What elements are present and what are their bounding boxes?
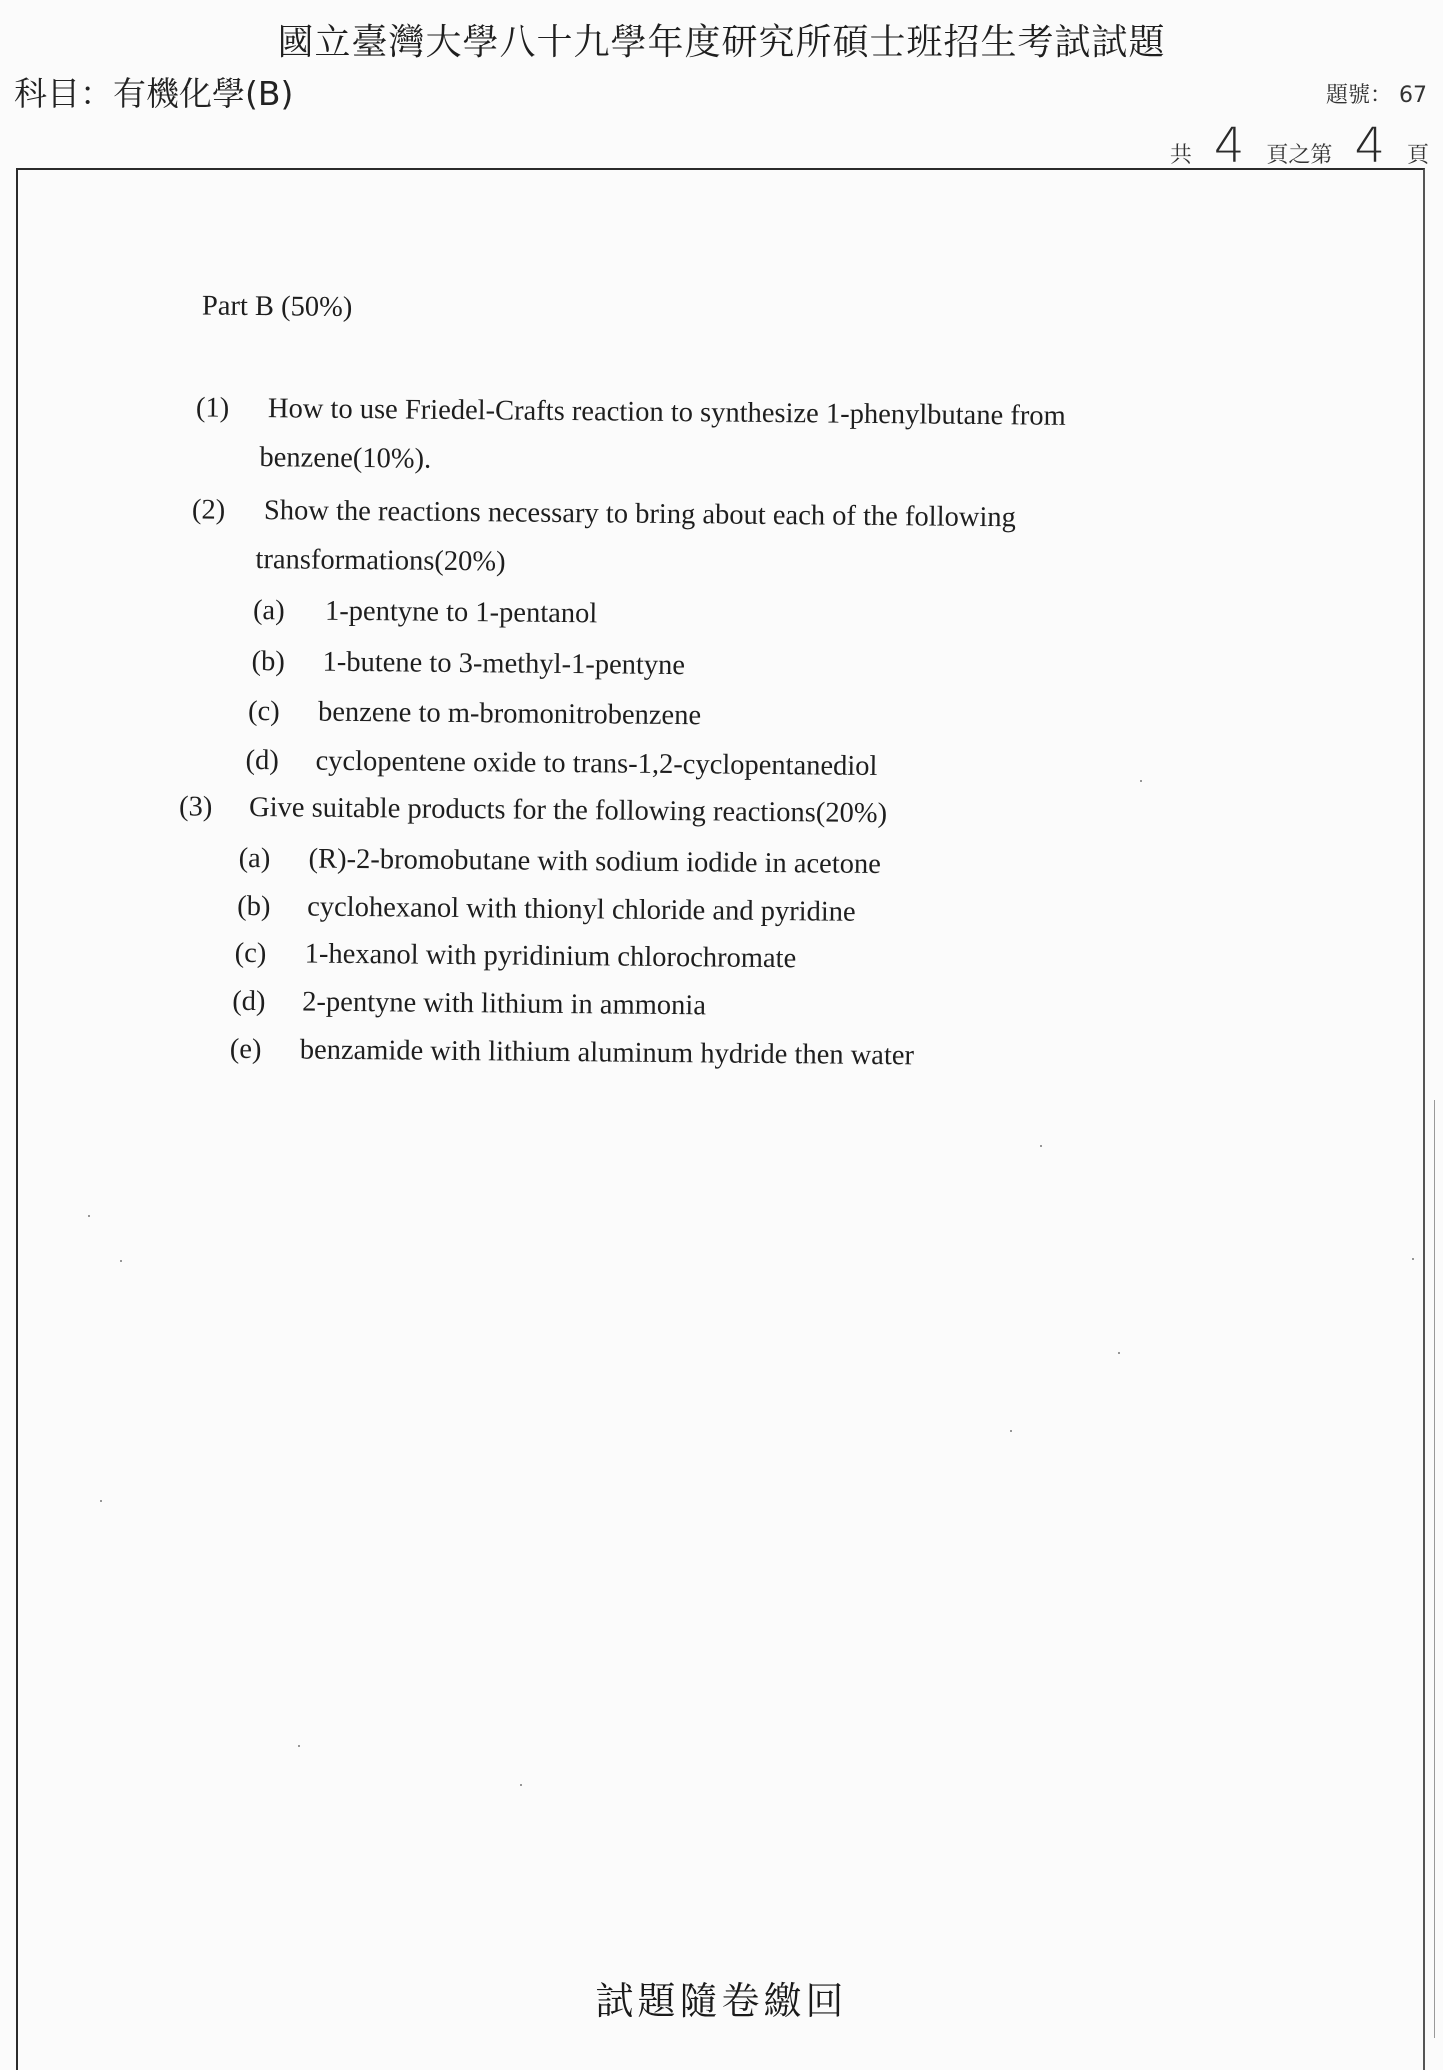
question-2d-text: cyclopentene oxide to trans-1,2-cyclopentanediol: [315, 745, 878, 783]
page-middle-text: 頁之第: [1266, 143, 1333, 168]
return-notice: 試題隨卷繳回: [595, 1979, 848, 2023]
question-2d-label: (d): [245, 744, 279, 777]
question-2c-text: benzene to m-bromonitrobenzene: [317, 696, 702, 732]
question-2-line-2: transformations(20%): [255, 544, 506, 578]
question-3e-text: benzamide with lithium aluminum hydride then water: [299, 1034, 915, 1072]
question-1-number: (1): [195, 392, 230, 424]
question-2a-text: 1-pentyne to 1-pentanol: [324, 595, 598, 630]
question-2-line-1: Show the reactions necessary to bring about each of the following: [263, 495, 1016, 534]
question-3b-label: (b): [237, 890, 271, 923]
scan-speck: [1010, 1430, 1012, 1432]
question-1-line-1: How to use Friedel-Crafts reaction to synthesize 1-phenylbutane from: [267, 393, 1066, 432]
scan-speck: [100, 1500, 102, 1502]
page-total-value: 4: [1213, 118, 1245, 174]
subject-label: 科目：有機化學(B): [14, 74, 294, 113]
scan-edge-line: [1434, 1100, 1435, 2038]
scan-speck: [520, 1784, 522, 1786]
part-title: Part B (50%): [201, 290, 353, 323]
page-total-prefix: 共: [1169, 143, 1192, 168]
scan-speck: [1118, 1352, 1120, 1354]
question-3b-text: cyclohexanol with thionyl chloride and pyridine: [307, 891, 856, 928]
question-3a-text: (R)-2-bromobutane with sodium iodide in acetone: [308, 843, 882, 881]
question-number-value: 67: [1399, 83, 1427, 108]
question-3d-label: (d): [232, 985, 266, 1018]
question-3-line-1: Give suitable products for the following reactions(20%): [248, 791, 888, 830]
scan-speck: [1140, 780, 1142, 782]
question-2a-label: (a): [252, 595, 285, 627]
question-3d-text: 2-pentyne with lithium in ammonia: [302, 986, 707, 1022]
question-3e-label: (e): [229, 1033, 262, 1066]
question-2b-text: 1-butene to 3-methyl-1-pentyne: [322, 646, 686, 682]
scan-speck: [1412, 1258, 1414, 1260]
scan-speck: [88, 1215, 90, 1217]
scan-speck: [298, 1745, 300, 1747]
question-3-number: (3): [178, 791, 213, 823]
scan-speck: [120, 1260, 122, 1262]
scan-speck: [1040, 1145, 1042, 1147]
question-number-label: 題號：: [1325, 83, 1392, 108]
question-3c-label: (c): [234, 937, 267, 970]
question-1-line-2: benzene(10%).: [259, 442, 432, 475]
question-2c-label: (c): [247, 695, 280, 728]
question-2-number: (2): [191, 494, 226, 526]
page-suffix: 頁: [1406, 143, 1429, 168]
question-2b-label: (b): [251, 645, 285, 678]
page-current-value: 4: [1354, 118, 1385, 174]
exam-title: 國立臺灣大學八十九學年度研究所碩士班招生考試試題: [277, 22, 1166, 63]
question-3a-label: (a): [238, 842, 271, 875]
question-3c-text: 1-hexanol with pyridinium chlorochromate: [304, 938, 797, 975]
